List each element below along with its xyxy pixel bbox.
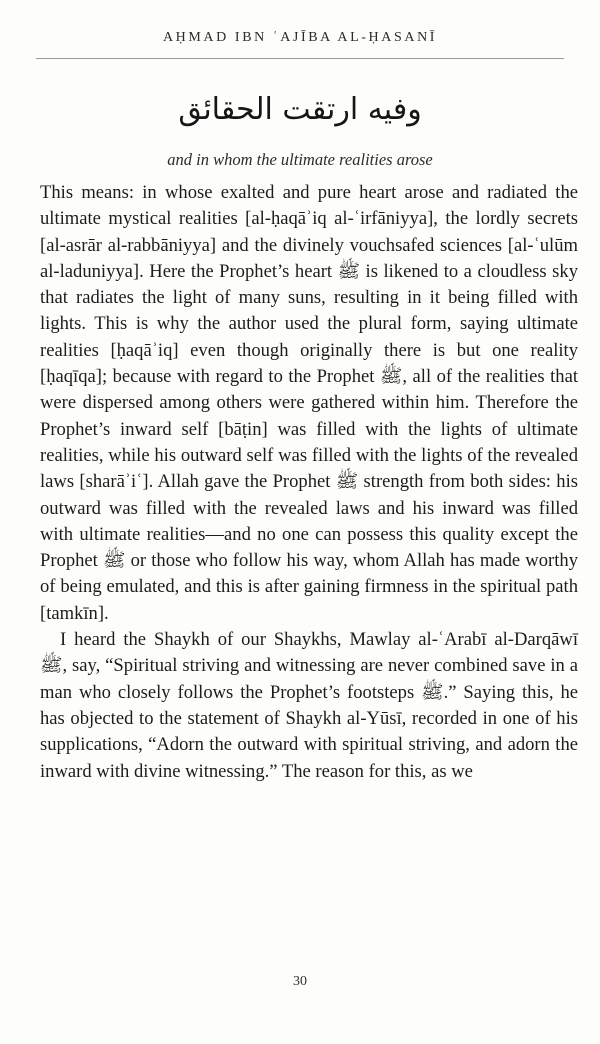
running-head: AḤMAD IBN ʿAJĪBA AL-ḤASANĪ [162,30,438,45]
page-number: 30 [293,974,307,989]
paragraph-2: I heard the Shaykh of our Shaykhs, Mawlay al-ʿArabī al-Darqāwī ﷺ, say, “Spiritual striving and witnessing are never combined save in a man who closely follows the Prophet’s footsteps ﷺ.” Saying this, he has objected to the statement of Shaykh al-Yūsī, recorded in one of his supplications, “Adorn the outward with spiritual striving, and adorn the inward with divine witnessing.” The reason for this, as we [40,629,579,782]
paragraph-1: This means: in whose exalted and pure heart arose and radiated the ultimate mystical realities [al-ḥaqāʾiq al-ʿirfāniyya], the lordly secrets [al-asrār al-rabbāniyya] and the divinely vouchsafed sciences [al-ʿulūm al-laduniyya]. Here the Prophet’s heart ﷺ is likened to a cloudless sky that radiates the light of many suns, resulting in it being filled with lights. This is why the author used the plural form, saying ultimate realities [ḥaqāʾiq] even though originally there is but one reality [ḥaqīqa]; because with regard to the Prophet ﷺ, all of the realities that were dispersed among others were gathered within him. Therefore the Prophet’s inward self [bāṭin] was filled with the lights of ultimate realities, while his outward self was filled with the lights of the revealed laws [sharāʾiʿ]. Allah gave the Prophet ﷺ strength from both sides: his outward was filled with the revealed laws and his inward was filled with ultimate realities—and no one can possess this quality except the Prophet ﷺ or those who follow his way, whom Allah has made worthy of being emulated, and this is after gaining firmness in the spiritual path [tamkīn]. [40,182,578,624]
heading-translation: and in whom the ultimate realities arose [167,150,433,169]
arabic-heading: وفيه ارتقت الحقائق [178,92,422,127]
body-text [40,180,578,785]
header-rule [36,58,564,59]
